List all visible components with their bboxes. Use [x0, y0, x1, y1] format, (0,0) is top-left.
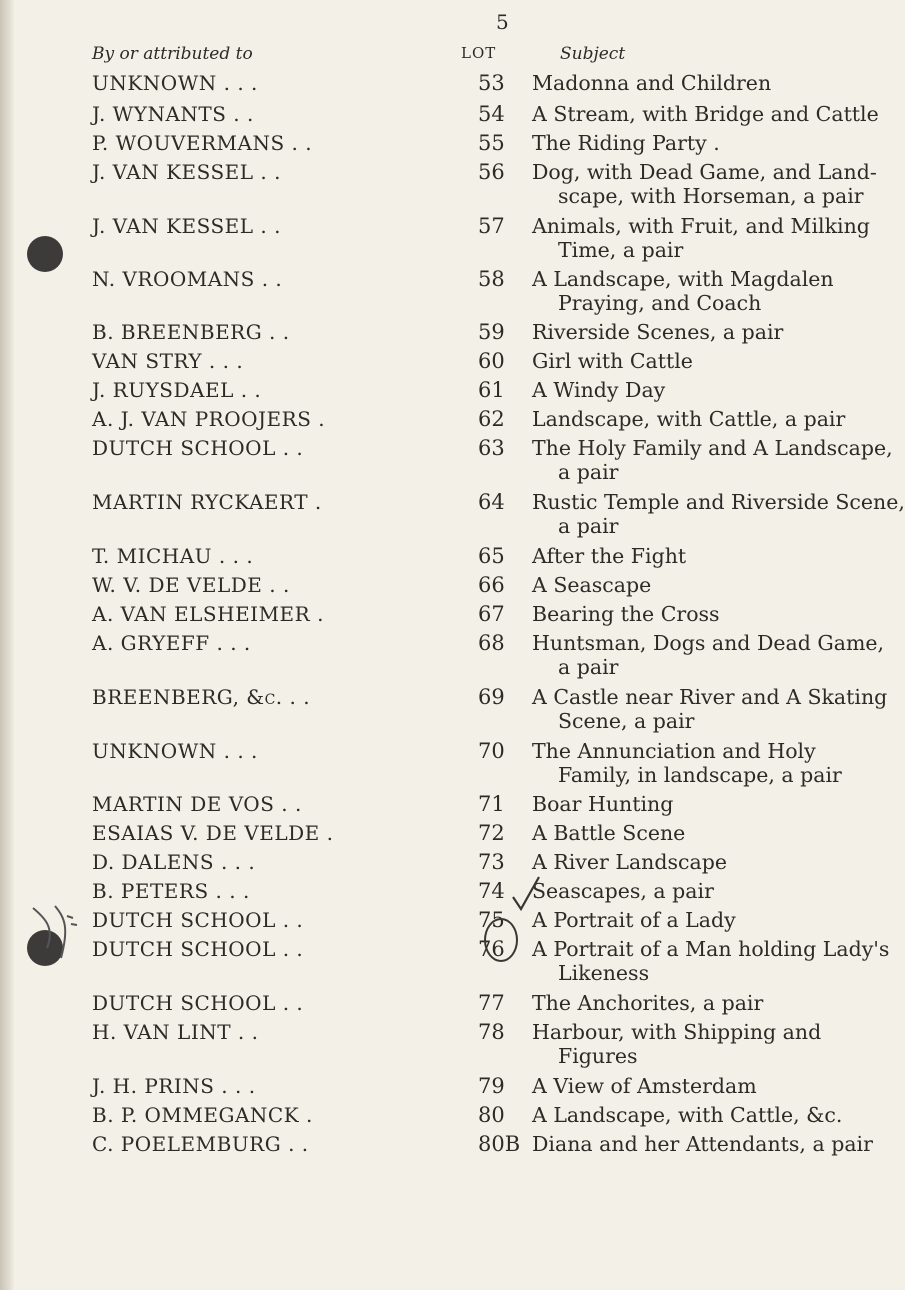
- subject-line: Madonna and Children: [532, 71, 772, 95]
- subject-line: a pair: [558, 460, 619, 484]
- subject-text: [532, 71, 794, 95]
- lot-number: 70: [478, 739, 505, 763]
- subject-line: A River Landscape: [532, 850, 727, 874]
- artist-name: N. VROOMANS . .: [92, 267, 283, 291]
- subject-line: After the Fight: [532, 544, 687, 568]
- subject-line: Likeness: [558, 961, 650, 985]
- lot-number: 66: [478, 573, 505, 597]
- subject-line: Family, in landscape, a pair: [558, 763, 842, 787]
- subject-line: Huntsman, Dogs and Dead Game,: [532, 631, 885, 655]
- subject-text: [532, 407, 846, 431]
- artist-name: J. H. PRINS . . .: [92, 1074, 256, 1098]
- subject-line: Animals, with Fruit, and Milking: [532, 214, 870, 238]
- lot-number: 65: [478, 544, 505, 568]
- pen-check-mark-icon: [509, 873, 543, 913]
- subject-line: Bearing the Cross: [532, 602, 720, 626]
- artist-name: A. GRYEFF . . .: [92, 631, 251, 655]
- subject-text: [532, 879, 794, 903]
- subject-line: A Stream, with Bridge and Cattle: [532, 102, 879, 126]
- lot-number: 74: [478, 879, 505, 903]
- subject-line: Girl with Cattle: [532, 349, 693, 373]
- subject-line: A Windy Day: [532, 378, 666, 402]
- lot-number: 72: [478, 821, 505, 845]
- artist-name: DUTCH SCHOOL . .: [92, 937, 304, 961]
- subject-line: A Landscape, with Cattle, &c.: [532, 1103, 843, 1127]
- subject-text: [532, 378, 794, 402]
- subject-text: [532, 436, 893, 484]
- page-edge: [0, 0, 14, 1290]
- subject-text: [532, 739, 842, 787]
- artist-name: A. VAN ELSHEIMER .: [92, 602, 324, 626]
- subject-line: scape, with Horseman, a pair: [558, 184, 864, 208]
- subject-line: Time, a pair: [558, 238, 684, 262]
- header-lot: LOT: [461, 44, 497, 62]
- lot-number: 59: [478, 320, 505, 344]
- artist-name: UNKNOWN . . .: [92, 71, 258, 95]
- subject-line: Diana and her Attendants, a pair: [532, 1132, 873, 1156]
- subject-line: A View of Amsterdam: [532, 1074, 757, 1098]
- subject-line: The Anchorites, a pair: [532, 991, 764, 1015]
- artist-name: B. BREENBERG . .: [92, 320, 290, 344]
- subject-line: Riverside Scenes, a pair: [532, 320, 784, 344]
- subject-text: [532, 991, 794, 1015]
- header-by: By or attributed to: [92, 44, 253, 64]
- lot-number: 61: [478, 378, 505, 402]
- artist-name: J. VAN KESSEL . .: [92, 160, 281, 184]
- subject-line: A Portrait of a Man holding Lady's: [532, 937, 890, 961]
- subject-text: [532, 320, 794, 344]
- artist-name: J. WYNANTS . .: [92, 102, 254, 126]
- artist-name: B. PETERS . . .: [92, 879, 250, 903]
- lot-number: 76: [478, 937, 505, 961]
- artist-name: H. VAN LINT . .: [92, 1020, 259, 1044]
- subject-line: A Battle Scene: [532, 821, 686, 845]
- artist-name: BREENBERG, &c. . .: [92, 685, 311, 709]
- artist-name: T. MICHAU . . .: [92, 544, 254, 568]
- subject-line: Landscape, with Cattle, a pair: [532, 407, 846, 431]
- subject-line: Rustic Temple and Riverside Scene,: [532, 490, 905, 514]
- subject-text: [532, 602, 794, 626]
- artist-name: UNKNOWN . . .: [92, 739, 258, 763]
- lot-number: 80: [478, 1103, 505, 1127]
- subject-text: [532, 1020, 822, 1068]
- subject-text: [532, 490, 905, 538]
- subject-text: [532, 631, 885, 679]
- subject-line: Praying, and Coach: [558, 291, 762, 315]
- lot-number: 79: [478, 1074, 505, 1098]
- lot-number: 64: [478, 490, 505, 514]
- subject-text: [532, 821, 794, 845]
- subject-text: [532, 1132, 873, 1156]
- subject-text: [532, 102, 879, 126]
- punch-hole: [27, 236, 63, 272]
- artist-name: MARTIN RYCKAERT .: [92, 490, 322, 514]
- artist-name: VAN STRY . . .: [92, 349, 244, 373]
- artist-name: P. WOUVERMANS . .: [92, 131, 313, 155]
- lot-number: 62: [478, 407, 505, 431]
- subject-line: A Landscape, with Magdalen: [532, 267, 834, 291]
- subject-line: The Annunciation and Holy: [532, 739, 816, 763]
- artist-name: A. J. VAN PROOJERS .: [92, 407, 326, 431]
- ink-scribble-icon: [25, 898, 85, 978]
- subject-line: A Castle near River and A Skating: [532, 685, 888, 709]
- artist-name: B. P. OMMEGANCK .: [92, 1103, 313, 1127]
- subject-text: [532, 908, 794, 932]
- lot-number: 77: [478, 991, 505, 1015]
- artist-name: C. POELEMBURG . .: [92, 1132, 309, 1156]
- lot-number: 53: [478, 71, 505, 95]
- subject-text: [532, 544, 794, 568]
- lot-number: 80B: [478, 1132, 521, 1156]
- lot-number: 55: [478, 131, 505, 155]
- subject-text: [532, 685, 888, 733]
- subject-line: Dog, with Dead Game, and Land-: [532, 160, 877, 184]
- header-subject: Subject: [560, 44, 626, 64]
- artist-name: DUTCH SCHOOL . .: [92, 908, 304, 932]
- subject-text: [532, 937, 890, 985]
- page-number: 5: [496, 10, 509, 34]
- lot-number: 68: [478, 631, 505, 655]
- lot-number: 71: [478, 792, 505, 816]
- artist-name: J. VAN KESSEL . .: [92, 214, 281, 238]
- artist-name: DUTCH SCHOOL . .: [92, 436, 304, 460]
- subject-line: Boar Hunting: [532, 792, 674, 816]
- subject-text: [532, 850, 794, 874]
- lot-number: 60: [478, 349, 505, 373]
- subject-text: [532, 1074, 794, 1098]
- subject-text: [532, 267, 834, 315]
- artist-name: MARTIN DE VOS . .: [92, 792, 302, 816]
- pen-circle-mark: [484, 918, 518, 962]
- lot-number: 63: [478, 436, 505, 460]
- lot-number: 75: [478, 908, 505, 932]
- artist-name: ESAIAS V. DE VELDE .: [92, 821, 334, 845]
- subject-text: [532, 160, 877, 208]
- artist-name: J. RUYSDAEL . .: [92, 378, 262, 402]
- subject-line: Scene, a pair: [558, 709, 695, 733]
- lot-number: 67: [478, 602, 505, 626]
- subject-line: The Riding Party .: [532, 131, 720, 155]
- lot-number: 56: [478, 160, 505, 184]
- lot-number: 73: [478, 850, 505, 874]
- subject-text: [532, 131, 794, 155]
- lot-number: 54: [478, 102, 505, 126]
- subject-line: The Holy Family and A Landscape,: [532, 436, 893, 460]
- subject-text: [532, 1103, 843, 1127]
- artist-name: D. DALENS . . .: [92, 850, 256, 874]
- subject-text: [532, 573, 794, 597]
- lot-number: 69: [478, 685, 505, 709]
- subject-line: A Seascape: [532, 573, 652, 597]
- subject-line: A Portrait of a Lady: [532, 908, 736, 932]
- lot-number: 57: [478, 214, 505, 238]
- subject-text: [532, 792, 794, 816]
- lot-number: 78: [478, 1020, 505, 1044]
- subject-line: a pair: [558, 655, 619, 679]
- subject-line: Figures: [558, 1044, 638, 1068]
- subject-line: Harbour, with Shipping and: [532, 1020, 822, 1044]
- artist-name: DUTCH SCHOOL . .: [92, 991, 304, 1015]
- subject-line: a pair: [558, 514, 619, 538]
- lot-number: 58: [478, 267, 505, 291]
- subject-text: [532, 349, 794, 373]
- artist-name: W. V. DE VELDE . .: [92, 573, 290, 597]
- subject-text: [532, 214, 870, 262]
- subject-line: Seascapes, a pair: [532, 879, 714, 903]
